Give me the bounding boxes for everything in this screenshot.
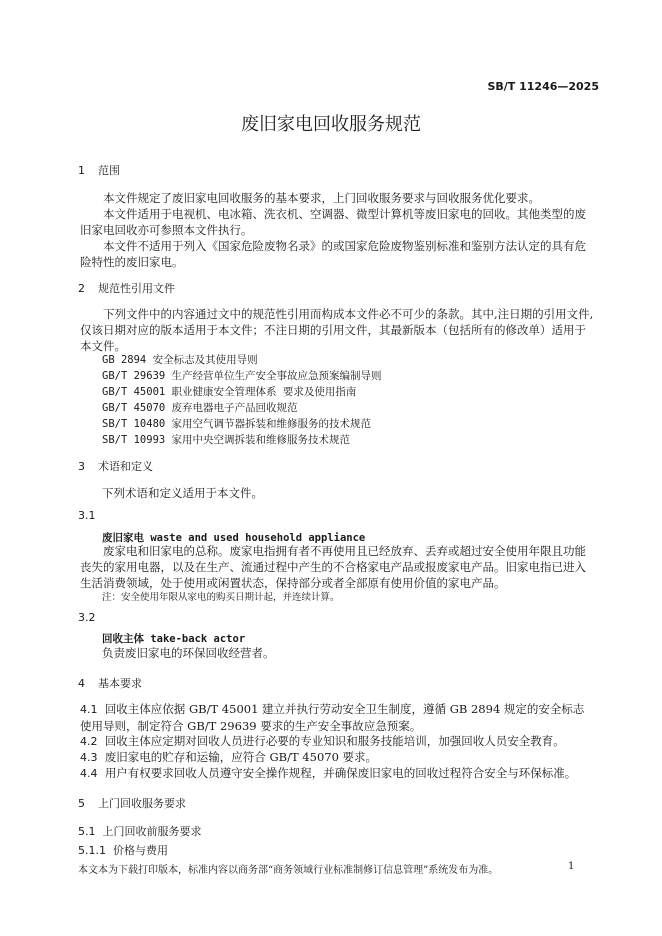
- section-number: 5: [78, 797, 85, 810]
- section-number: 4: [78, 677, 85, 690]
- section-2-heading: [78, 280, 175, 296]
- reference-item: GB 2894 安全标志及其使用导则: [102, 354, 258, 366]
- reference-item: GB/T 29639 生产经营单位生产安全事故应急预案编制导则: [102, 370, 382, 382]
- requirement-text: 废旧家电的贮存和运输，应符合 GB/T 45070 要求。: [104, 750, 378, 764]
- term-3-2-definition: 负责废旧家电的环保回收经营者。: [102, 646, 275, 660]
- requirement-4-4: [80, 765, 576, 782]
- requirement-text: 回收主体应依据 GB/T 45001 建立并执行劳动安全卫生制度，遵循 GB 2894 规定的安全标志使用导则，制定符合 GB/T 29639 要求的生产安全事故应急预案。: [80, 702, 585, 733]
- requirement-number: 4.2: [80, 735, 98, 748]
- subsection-title: 价格与费用: [113, 844, 168, 857]
- reference-item: SB/T 10993 家用中央空调拆装和维修服务技术规范: [102, 434, 351, 446]
- requirement-text: 用户有权要求回收人员遵守安全操作规程，并确保废旧家电的回收过程符合安全与环保标准。: [104, 766, 577, 780]
- subsection-number: 5.1: [78, 825, 96, 838]
- term-3-2-title: 回收主体 take-back actor: [102, 633, 246, 645]
- requirement-number: 4.4: [80, 767, 98, 780]
- section-3-heading: [78, 458, 153, 474]
- subsection-5-1-1-heading: [78, 842, 168, 858]
- term-3-2-number: 3.2: [78, 611, 96, 624]
- subsection-title: 上门回收前服务要求: [102, 825, 202, 838]
- subsection-number: 5.1.1: [78, 844, 106, 857]
- requirement-4-3: [80, 749, 377, 766]
- term-3-1-note: 注：安全使用年限从家电的购买日期计起，并连续计算。: [102, 592, 340, 603]
- standard-number: SB/T 11246—2025: [487, 80, 599, 93]
- section-number: 2: [78, 282, 85, 295]
- reference-item: SB/T 10480 家用空气调节器拆装和维修服务的技术规范: [102, 418, 372, 430]
- section-title: 基本要求: [98, 677, 142, 690]
- section-title: 规范性引用文件: [98, 282, 175, 295]
- section-number: 1: [78, 164, 85, 177]
- requirement-4-1: [80, 701, 595, 734]
- section-1-paragraph-1: 本文件规定了废旧家电回收服务的基本要求，上门回收服务要求与回收服务优化要求。: [103, 191, 540, 205]
- page-number: 1: [568, 861, 575, 872]
- section-title: 术语和定义: [98, 460, 153, 473]
- reference-list: [102, 352, 382, 448]
- section-title: 范围: [98, 164, 120, 177]
- requirement-4-2: [80, 733, 565, 750]
- term-3-1-definition: 废家电和旧家电的总称。废家电指拥有者不再使用且已经放弃、丢弃或超过安全使用年限且功能丧失的家用电器，以及在生产、流通过程中产生的不合格家电产品或报废家电产品。旧家电指已进入生活消费领域，处于使用或闲置状态，保持部分或者全部原有使用价值的家电产品。: [80, 544, 586, 590]
- term-3-1-number: 3.1: [78, 509, 96, 522]
- section-2-intro: 下列文件中的内容通过文中的规范性引用而构成本文件必不可少的条款。其中,注日期的引用文件,仅该日期对应的版本适用于本文件；不注日期的引用文件，其最新版本（包括所有的修改单）适用于本文件。: [80, 307, 594, 353]
- document-title: 废旧家电回收服务规范: [241, 114, 421, 135]
- reference-item: GB/T 45070 废弃电器电子产品回收规范: [102, 402, 298, 414]
- section-number: 3: [78, 460, 85, 473]
- reference-item: GB/T 45001 职业健康安全管理体系 要求及使用指南: [102, 386, 357, 398]
- section-title: 上门回收服务要求: [98, 797, 186, 810]
- subsection-5-1-heading: [78, 823, 202, 839]
- section-3-intro: 下列术语和定义适用于本文件。: [102, 486, 263, 500]
- section-1-heading: [78, 162, 120, 178]
- section-4-heading: [78, 675, 142, 691]
- section-1-paragraph-2: 本文件适用于电视机、电冰箱、洗衣机、空调器、微型计算机等废旧家电的回收。其他类型的废旧家电回收亦可参照本文件执行。: [80, 207, 586, 237]
- requirement-text: 回收主体应定期对回收人员进行必要的专业知识和服务技能培训，加强回收人员安全教育。: [104, 734, 565, 748]
- requirement-number: 4.3: [80, 751, 98, 764]
- term-3-1-title: 废旧家电 waste and used household appliance: [102, 532, 366, 544]
- footer-notice: 本文本为下载打印版本，标准内容以商务部“商务领域行业标准制修订信息管理”系统发布为准。: [78, 865, 499, 876]
- section-5-heading: [78, 795, 186, 811]
- requirement-number: 4.1: [80, 703, 98, 716]
- section-1-paragraph-3: 本文件不适用于列入《国家危险废物名录》的或国家危险废物鉴别标准和鉴别方法认定的具有危险特性的废旧家电。: [80, 239, 586, 269]
